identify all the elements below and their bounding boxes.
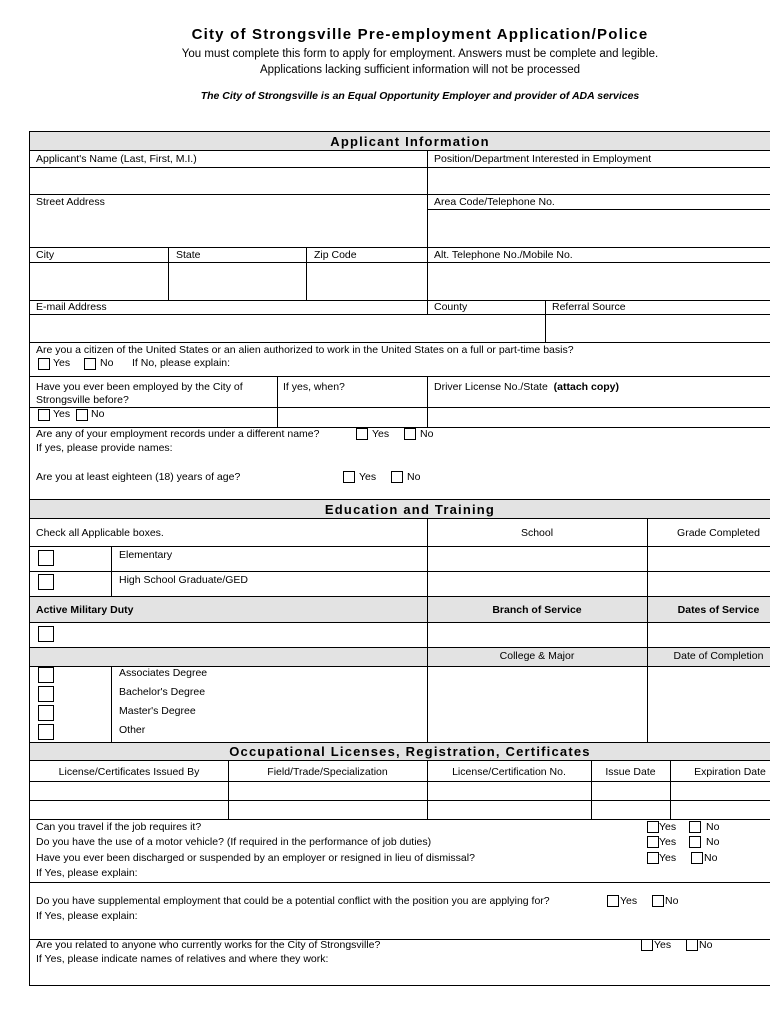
- when-label: If yes, when?: [283, 381, 345, 393]
- vehicle-yes-label: Yes: [659, 836, 677, 848]
- records-no-label: No: [420, 428, 434, 440]
- school-label: School: [520, 527, 554, 539]
- vehicle-question: Do you have the use of a motor vehicle? (If required in the performance of job duties): [36, 836, 432, 848]
- discharged-yes-checkbox[interactable]: [647, 852, 659, 864]
- citizen-no-label: No: [100, 357, 114, 369]
- discharged-yes-label: Yes: [659, 852, 677, 864]
- citizen-no-checkbox[interactable]: [84, 358, 96, 370]
- related-no-checkbox[interactable]: [686, 939, 698, 951]
- citizen-yes-label: Yes: [53, 357, 71, 369]
- vehicle-yes-checkbox[interactable]: [647, 836, 659, 848]
- travel-yes-checkbox[interactable]: [647, 821, 659, 833]
- employed-question-1: Have you ever been employed by the City of: [36, 381, 243, 393]
- elementary-label: Elementary: [119, 549, 173, 561]
- other-label: Other: [119, 724, 146, 736]
- discharged-no-label: No: [704, 852, 718, 864]
- position-label: Position/Department Interested in Employment: [434, 153, 652, 165]
- supplemental-yes-checkbox[interactable]: [607, 895, 619, 907]
- license-label: Driver License No./State (attach copy): [434, 381, 619, 393]
- supplemental-yes-label: Yes: [620, 895, 638, 907]
- zip-label: Zip Code: [314, 249, 357, 261]
- county-label: County: [434, 301, 468, 313]
- relatives-label: If Yes, please indicate names of relatives and where they work:: [36, 953, 329, 965]
- travel-question: Can you travel if the job requires it?: [36, 821, 202, 833]
- explain-label-1: If Yes, please explain:: [36, 867, 138, 879]
- phone-label: Area Code/Telephone No.: [434, 196, 555, 208]
- age-yes-label: Yes: [359, 471, 377, 483]
- age-yes-checkbox[interactable]: [343, 471, 355, 483]
- supplemental-no-checkbox[interactable]: [652, 895, 664, 907]
- applicant-info-heading: Applicant Information: [330, 134, 490, 149]
- eoe-statement: The City of Strongsville is an Equal Opportunity Employer and provider of ADA services: [200, 90, 640, 102]
- military-label: Active Military Duty: [36, 604, 134, 616]
- employed-question-2: Strongsville before?: [36, 394, 129, 406]
- associates-checkbox[interactable]: [38, 667, 54, 683]
- high-school-checkbox[interactable]: [38, 574, 54, 590]
- related-question: Are you related to anyone who currently works for the City of Strongsville?: [36, 939, 381, 951]
- related-yes-label: Yes: [654, 939, 672, 951]
- dates-label: Dates of Service: [677, 604, 760, 616]
- explain-label-2: If Yes, please explain:: [36, 910, 138, 922]
- vehicle-no-checkbox[interactable]: [689, 836, 701, 848]
- age-question: Are you at least eighteen (18) years of age?: [36, 471, 241, 483]
- employed-no-checkbox[interactable]: [76, 409, 88, 421]
- employed-yes-label: Yes: [53, 408, 71, 420]
- age-no-checkbox[interactable]: [391, 471, 403, 483]
- related-yes-checkbox[interactable]: [641, 939, 653, 951]
- records-no-checkbox[interactable]: [404, 428, 416, 440]
- employed-yes-checkbox[interactable]: [38, 409, 50, 421]
- licenses-heading: Occupational Licenses, Registration, Certificates: [229, 744, 591, 759]
- education-heading: Education and Training: [324, 502, 496, 517]
- referral-label: Referral Source: [552, 301, 626, 313]
- supplemental-question: Do you have supplemental employment that could be a potential conflict with the position you are applying for?: [36, 895, 550, 907]
- citizen-explain-label: If No, please explain:: [132, 357, 231, 369]
- bachelors-label: Bachelor's Degree: [119, 686, 206, 698]
- street-label: Street Address: [36, 196, 105, 208]
- issue-date-label: Issue Date: [605, 766, 656, 778]
- records-question: Are any of your employment records under a different name?: [36, 428, 320, 440]
- state-label: State: [176, 249, 201, 261]
- bachelors-checkbox[interactable]: [38, 686, 54, 702]
- related-no-label: No: [699, 939, 713, 951]
- form-instructions-2: Applications lacking sufficient information will not be processed: [259, 64, 581, 76]
- masters-label: Master's Degree: [119, 705, 196, 717]
- alt-phone-label: Alt. Telephone No./Mobile No.: [434, 249, 573, 261]
- discharged-no-checkbox[interactable]: [691, 852, 703, 864]
- college-label: College & Major: [499, 650, 575, 662]
- citizen-question: Are you a citizen of the United States or an alien authorized to work in the United States on a full or part-time basis?: [36, 344, 574, 356]
- name-label: Applicant's Name (Last, First, M.I.): [36, 153, 197, 165]
- check-all-label: Check all Applicable boxes.: [36, 527, 164, 539]
- form-title: City of Strongsville Pre-employment Application/Police: [191, 26, 649, 43]
- completion-label: Date of Completion: [673, 650, 764, 662]
- records-yes-label: Yes: [372, 428, 390, 440]
- supplemental-no-label: No: [665, 895, 679, 907]
- travel-no-checkbox[interactable]: [689, 821, 701, 833]
- other-checkbox[interactable]: [38, 724, 54, 740]
- employed-no-label: No: [91, 408, 105, 420]
- high-school-label: High School Graduate/GED: [119, 574, 248, 586]
- issued-by-label: License/Certificates Issued By: [58, 766, 200, 778]
- application-form: [29, 131, 770, 986]
- license-number-label: License/Certification No.: [452, 766, 566, 778]
- field-label: Field/Trade/Specialization: [267, 766, 388, 778]
- travel-no-label: No: [706, 821, 720, 833]
- email-label: E-mail Address: [36, 301, 107, 313]
- elementary-checkbox[interactable]: [38, 550, 54, 566]
- age-no-label: No: [407, 471, 421, 483]
- expiration-label: Expiration Date: [694, 766, 766, 778]
- grade-label: Grade Completed: [677, 527, 760, 539]
- records-yes-checkbox[interactable]: [356, 428, 368, 440]
- form-instructions-1: You must complete this form to apply for employment. Answers must be complete and legible.: [181, 48, 659, 60]
- citizen-yes-checkbox[interactable]: [38, 358, 50, 370]
- associates-label: Associates Degree: [119, 667, 208, 679]
- military-checkbox[interactable]: [38, 626, 54, 642]
- discharged-question: Have you ever been discharged or suspended by an employer or resigned in lieu of dismissal?: [36, 852, 475, 864]
- branch-label: Branch of Service: [492, 604, 582, 616]
- city-label: City: [36, 249, 55, 261]
- records-names-label: If yes, please provide names:: [36, 442, 173, 454]
- masters-checkbox[interactable]: [38, 705, 54, 721]
- vehicle-no-label: No: [706, 836, 720, 848]
- travel-yes-label: Yes: [659, 821, 677, 833]
